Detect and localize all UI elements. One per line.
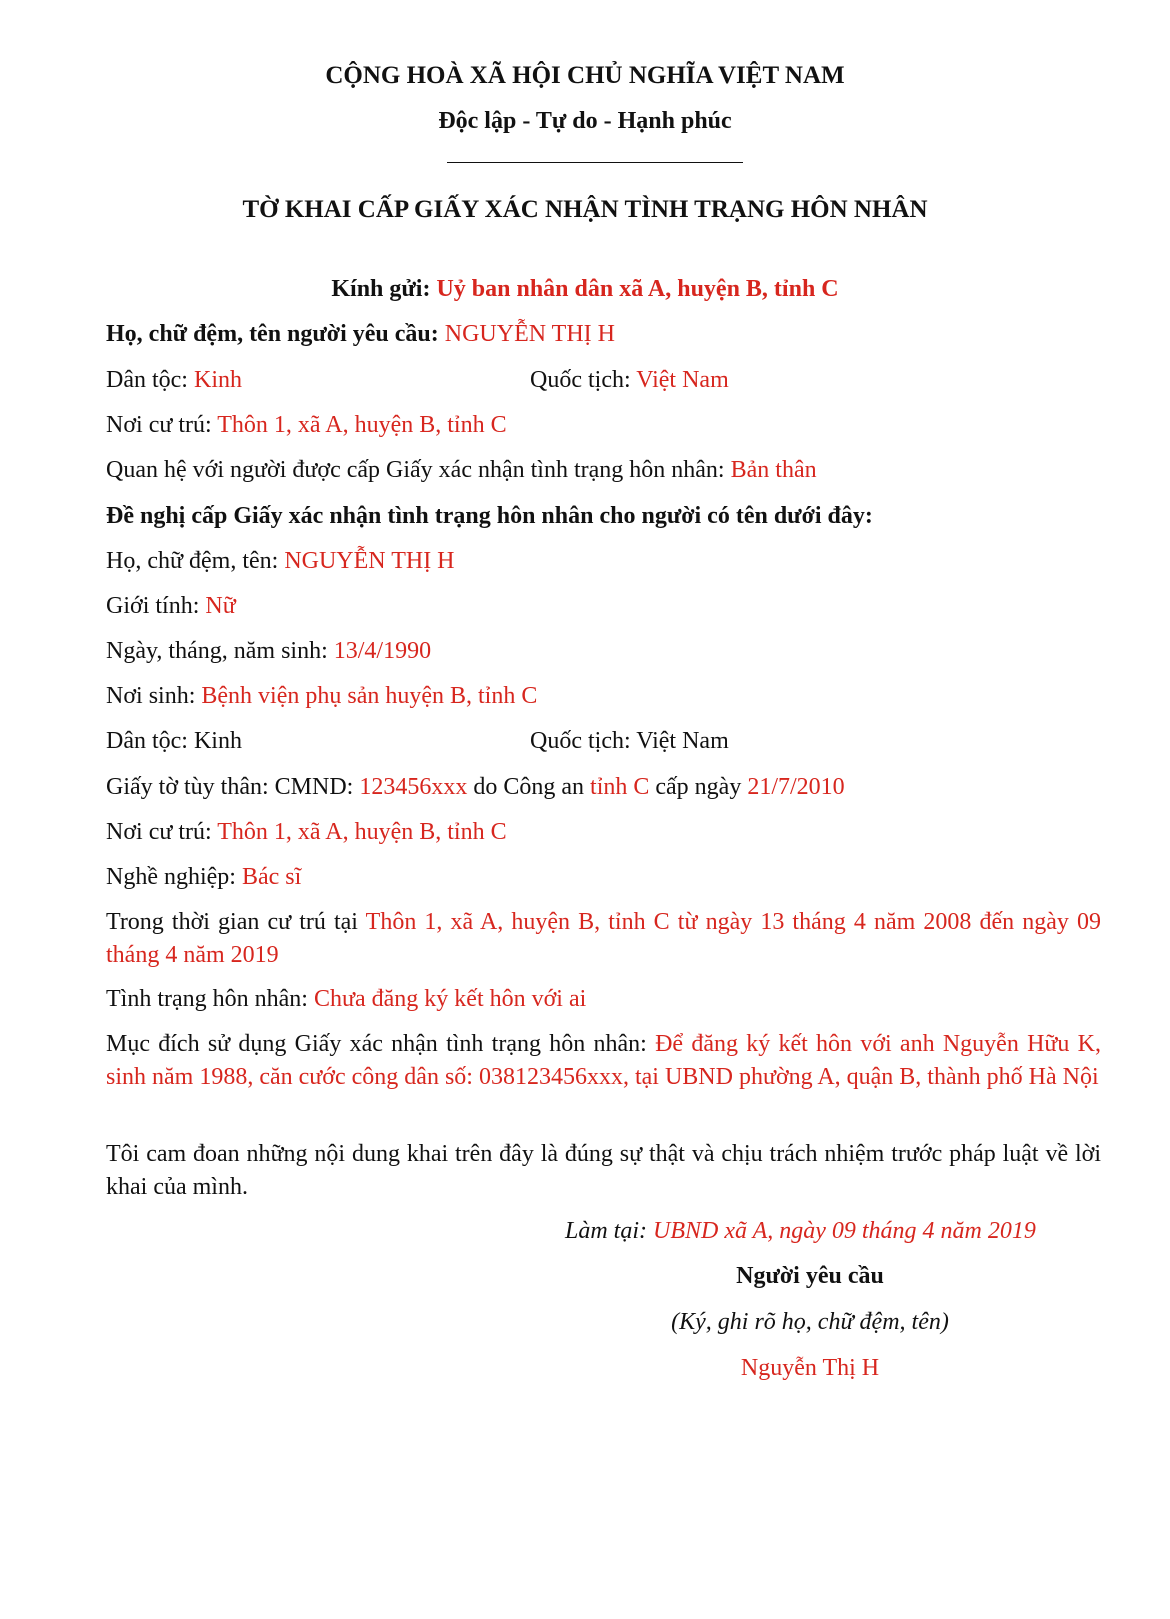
requester-name-label: Họ, chữ đệm, tên người yêu cầu: <box>106 321 439 347</box>
subject-gender-line <box>106 590 236 623</box>
subject-id-date: 21/7/2010 <box>747 774 845 800</box>
requester-name: NGUYỄN THỊ H <box>444 321 615 347</box>
subject-id-issuer: tỉnh C <box>590 774 650 800</box>
subject-occupation: Bác sĩ <box>241 864 302 890</box>
subject-gender: Nữ <box>205 593 236 619</box>
subject-marital-line <box>106 983 586 1016</box>
subject-residence-label: Nơi cư trú: <box>106 819 212 845</box>
subject-id-number: 123456xxx <box>359 774 468 800</box>
recipient-label: Kính gửi: <box>331 276 431 302</box>
subject-id-line <box>106 771 845 804</box>
requester-nationality-line <box>530 364 729 397</box>
requester-nationality-label: Quốc tịch: <box>530 367 631 393</box>
requester-ethnicity-line <box>106 364 242 397</box>
signature-instruction: (Ký, ghi rõ họ, chữ đệm, tên) <box>671 1309 949 1335</box>
subject-residence-line <box>106 816 507 849</box>
subject-occupation-label: Nghề nghiệp: <box>106 864 236 890</box>
subject-birthplace: Bệnh viện phụ sản huyện B, tỉnh C <box>201 683 538 709</box>
subject-purpose-paragraph <box>106 1028 1101 1094</box>
subject-dob-label: Ngày, tháng, năm sinh: <box>106 638 328 664</box>
subject-occupation-line <box>106 861 301 894</box>
requester-relation-label: Quan hệ với người được cấp Giấy xác nhận tình trạng hôn nhân: <box>106 457 725 483</box>
requester-nationality: Việt Nam <box>636 367 729 393</box>
declaration-paragraph: Tôi cam đoan những nội dung khai trên đây là đúng sự thật và chịu trách nhiệm trước pháp luật về lời khai của mình. <box>106 1141 1101 1200</box>
subject-period-label: Trong thời gian cư trú tại <box>106 909 358 935</box>
subject-id-date-text: cấp ngày <box>655 774 742 800</box>
requester-name-line <box>106 318 615 351</box>
subject-dob-line <box>106 635 431 668</box>
header-divider <box>447 162 743 163</box>
signer-role: Người yêu cầu <box>736 1263 884 1289</box>
signing-place-label: Làm tại: <box>565 1218 648 1244</box>
subject-marital-label: Tình trạng hôn nhân: <box>106 986 308 1012</box>
motto: Độc lập - Tự do - Hạnh phúc <box>438 108 732 134</box>
requester-residence-label: Nơi cư trú: <box>106 412 212 438</box>
signer-name: Nguyễn Thị H <box>740 1355 880 1381</box>
subject-id-label: Giấy tờ tùy thân: CMND: <box>106 774 354 800</box>
requester-relation: Bản thân <box>730 457 817 483</box>
subject-purpose: Để đăng ký kết hôn với anh Nguyễn Hữu K, sinh năm 1988, căn cước công dân số: 038123456xxx, tại UBND phường A, quận B, thành phố Hà Nội <box>106 1031 1102 1090</box>
subject-name-line <box>106 545 455 578</box>
requester-ethnicity: Kinh <box>193 367 242 393</box>
subject-nationality-line: Quốc tịch: Việt Nam <box>530 728 729 754</box>
subject-residence: Thôn 1, xã A, huyện B, tỉnh C <box>217 819 507 845</box>
subject-period-paragraph <box>106 906 1101 972</box>
subject-id-issuer-text: do Công an <box>473 774 585 800</box>
subject-birthplace-line <box>106 680 537 713</box>
subject-dob: 13/4/1990 <box>333 638 432 664</box>
signing-place-value: UBND xã A, ngày 09 tháng 4 năm 2019 <box>653 1218 1036 1244</box>
recipient-line <box>0 276 1170 303</box>
subject-marital: Chưa đăng ký kết hôn với ai <box>313 986 587 1012</box>
subject-gender-label: Giới tính: <box>106 593 200 619</box>
subject-purpose-label: Mục đích sử dụng Giấy xác nhận tình trạng hôn nhân: <box>106 1031 647 1057</box>
subject-ethnicity-line: Dân tộc: Kinh <box>106 728 242 754</box>
recipient-value: Uỷ ban nhân dân xã A, huyện B, tỉnh C <box>436 276 839 302</box>
subject-name-label: Họ, chữ đệm, tên: <box>106 548 279 574</box>
subject-period-value: Thôn 1, xã A, huyện B, tỉnh C từ ngày 13 tháng 4 năm 2008 đến ngày 09 tháng 4 năm 2019 <box>106 909 1101 968</box>
form-title: TỜ KHAI CẤP GIẤY XÁC NHẬN TÌNH TRẠNG HÔN NHÂN <box>242 196 928 223</box>
requester-residence: Thôn 1, xã A, huyện B, tỉnh C <box>217 412 507 438</box>
subject-name: NGUYỄN THỊ H <box>284 548 455 574</box>
requester-relation-line <box>106 454 817 487</box>
signing-place-date <box>565 1215 1036 1248</box>
requester-residence-line <box>106 409 507 442</box>
request-heading: Đề nghị cấp Giấy xác nhận tình trạng hôn nhân cho người có tên dưới đây: <box>106 503 873 529</box>
nation-header: CỘNG HOÀ XÃ HỘI CHỦ NGHĨA VIỆT NAM <box>325 62 845 89</box>
requester-ethnicity-label: Dân tộc: <box>106 367 188 393</box>
subject-birthplace-label: Nơi sinh: <box>106 683 196 709</box>
